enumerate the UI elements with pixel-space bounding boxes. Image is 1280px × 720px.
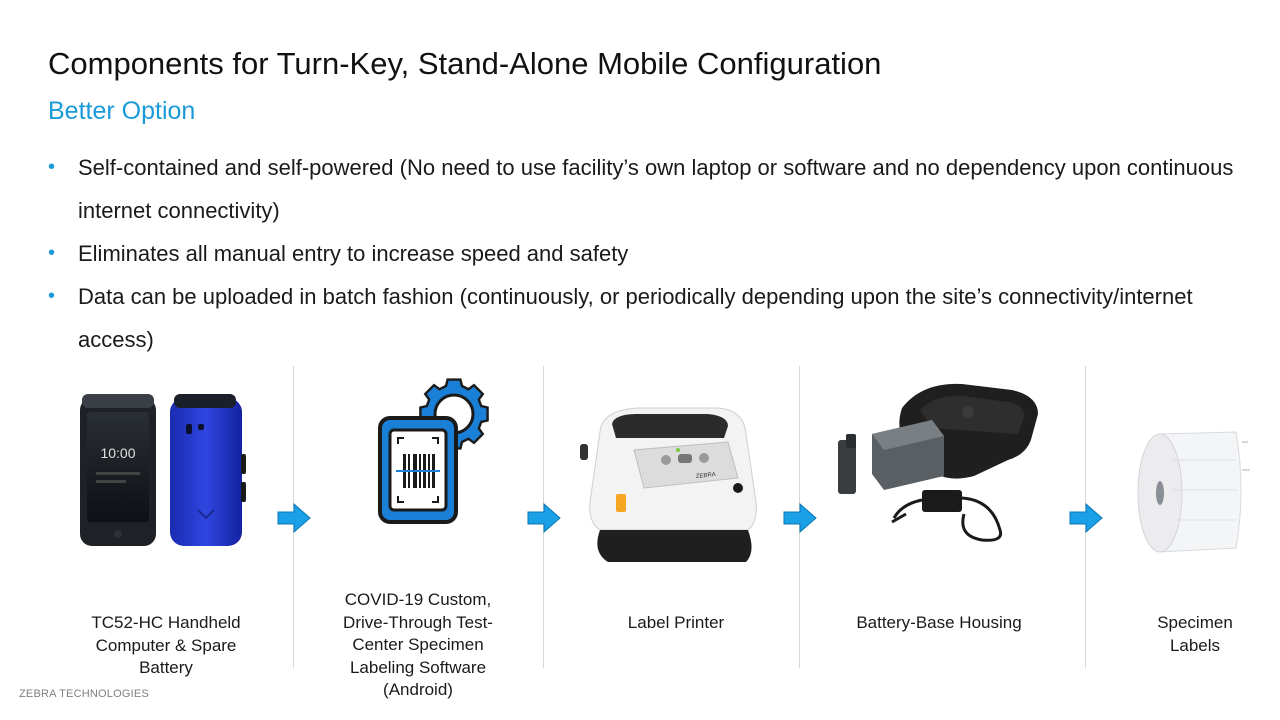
- barcode-app-icon: [372, 376, 492, 526]
- bullet-item: [48, 275, 1248, 361]
- component-caption: Label Printer: [627, 613, 725, 632]
- bullet-item: [48, 146, 1248, 232]
- component-caption: Battery-Base Housing: [856, 613, 1022, 632]
- bullet-item: [48, 232, 1248, 275]
- printer-brand: ZEBRA: [695, 471, 717, 480]
- battery-base-image: [832, 380, 1048, 550]
- bullet-text: Self-contained and self-powered (No need to use facility’s own laptop or software and no dependency upon continuous internet connectivity): [78, 155, 1234, 223]
- arrow-right-icon: [527, 503, 561, 533]
- handheld-computer-image: [78, 390, 248, 550]
- label-printer-image: [578, 402, 766, 580]
- label-roll-image: [1132, 430, 1258, 554]
- bullet-list: [48, 146, 1248, 361]
- arrow-right-icon: [277, 503, 311, 533]
- component-caption: COVID-19 Custom, Drive-Through Test-Center Specimen Labeling Software (Android): [343, 590, 493, 699]
- bullet-dot: •: [48, 285, 56, 307]
- slide-title: Components for Turn-Key, Stand-Alone Mobile Configuration: [48, 46, 882, 81]
- component-caption: TC52-HC Handheld Computer & Spare Battery: [91, 613, 241, 677]
- arrow-right-icon: [1069, 503, 1103, 533]
- bullet-text: Eliminates all manual entry to increase speed and safety: [78, 241, 629, 266]
- bullet-dot: •: [48, 242, 56, 264]
- component-caption: Specimen Labels: [1157, 613, 1233, 655]
- footer-brand: ZEBRA TECHNOLOGIES: [19, 688, 149, 700]
- slide-subtitle: Better Option: [48, 97, 196, 125]
- arrow-right-icon: [783, 503, 817, 533]
- device-clock: 10:00: [100, 445, 136, 461]
- bullet-dot: •: [48, 156, 56, 178]
- bullet-text: Data can be uploaded in batch fashion (continuously, or periodically depending upon the site’s connectivity/internet access): [78, 284, 1193, 352]
